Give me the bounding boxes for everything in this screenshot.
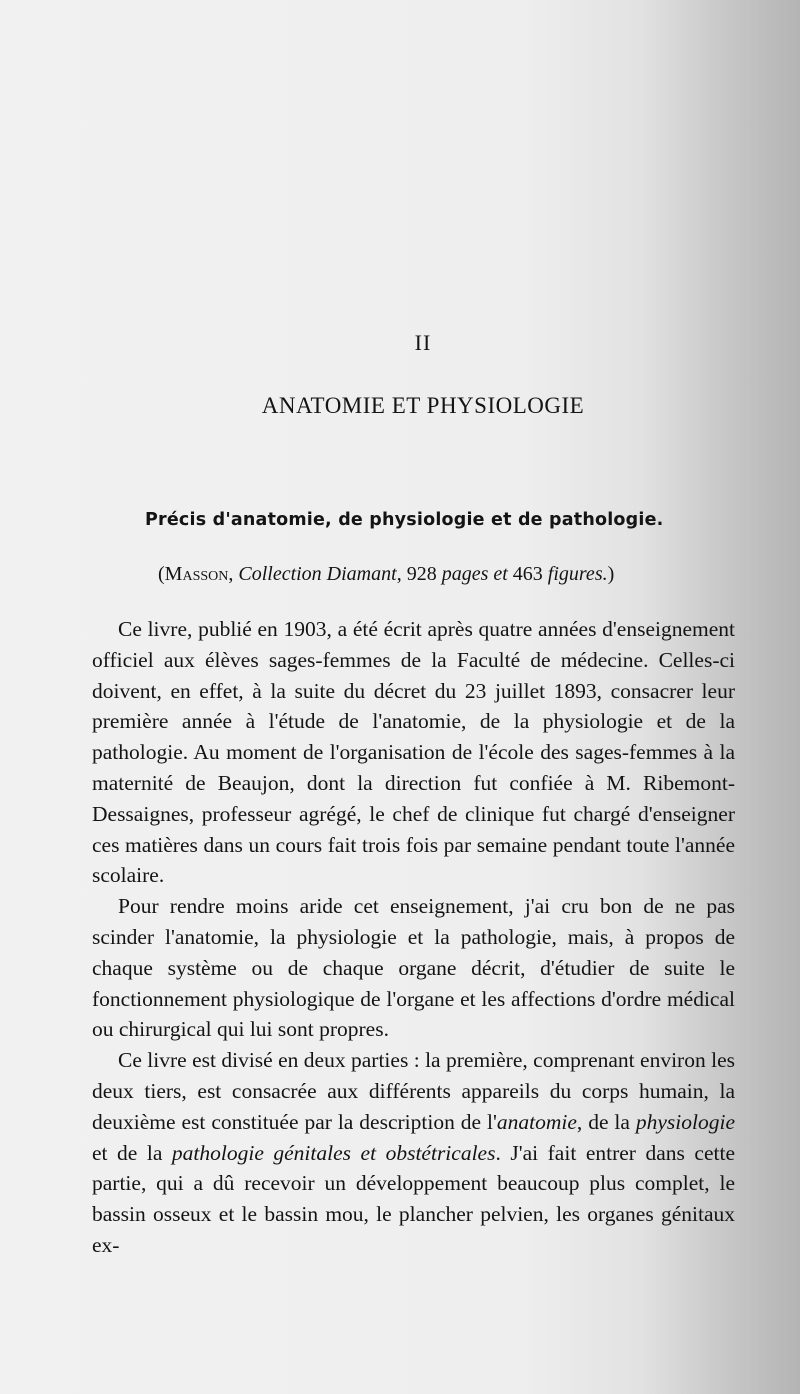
body-text: [92, 614, 735, 1261]
paragraph-3-text: Ce livre est divisé en deux parties : la première, comprenant environ les deux tiers, est consacrée aux différents appareils du corps humain, la deuxième est constituée par la description de l': [92, 1048, 735, 1134]
publication-note: [158, 563, 614, 586]
pages-label: pages et: [441, 563, 508, 585]
figure-count: 463: [512, 563, 543, 585]
figures-label: figures.: [547, 563, 608, 585]
paragraph-3-text: . J'ai fait entrer dans cette partie, qui a dû recevoir un développement beaucoup plus complet, le bassin osseux et le bassin mou, le plancher pelvien, les organes génitaux ex-: [92, 1140, 735, 1257]
section-title: Précis d'anatomie, de physiologie et de pathologie.: [145, 510, 664, 530]
note-separator: ,: [228, 563, 239, 585]
chapter-number: II: [414, 330, 432, 355]
emphasis-physiologie: physiologie: [635, 1109, 736, 1134]
paragraph-3-text: et de la: [92, 1140, 172, 1165]
paragraph-3: [92, 1045, 735, 1261]
publisher-name: Masson: [164, 563, 229, 585]
chapter-title: ANATOMIE ET PHYSIOLOGIE: [261, 393, 585, 418]
paragraph-1: Ce livre, publié en 1903, a été écrit après quatre années d'enseignement officiel aux élèves sages-femmes de la Faculté de médecine. Celles-ci doivent, en effet, à la suite du décret du 23 juillet 1893, consacrer leur première année à l'étude de l'anatomie, de la physiologie et de la pathologie. Au moment de l'organisation de l'école des sages-femmes à la maternité de Beaujon, dont la direction fut confiée à M. Ribemont-Dessaignes, professeur agrégé, le chef de clinique fut chargé d'enseigner ces matières dans un cours fait trois fois par semaine pendant toute l'année scolaire.: [92, 617, 735, 888]
note-close-paren: ): [607, 563, 615, 585]
paragraph-2: Pour rendre moins aride cet enseignement, j'ai cru bon de ne pas scinder l'anatomie, la physiologie et la pathologie, mais, à propos de chaque système ou de chaque organe décrit, d'étudier de suite le fonctionnement physiologique de l'organe et les affections d'ordre médical ou chirurgical qui lui sont propres.: [92, 894, 735, 1042]
paragraph-3-text: , de la: [576, 1109, 636, 1134]
emphasis-anatomie: anatomie: [496, 1109, 577, 1134]
note-separator: ,: [396, 563, 407, 585]
emphasis-pathologie: pathologie génitales et obstétricales: [171, 1140, 496, 1165]
collection-name: Collection Diamant: [238, 563, 397, 585]
note-open-paren: (: [158, 563, 165, 585]
page-count: 928: [406, 563, 437, 585]
